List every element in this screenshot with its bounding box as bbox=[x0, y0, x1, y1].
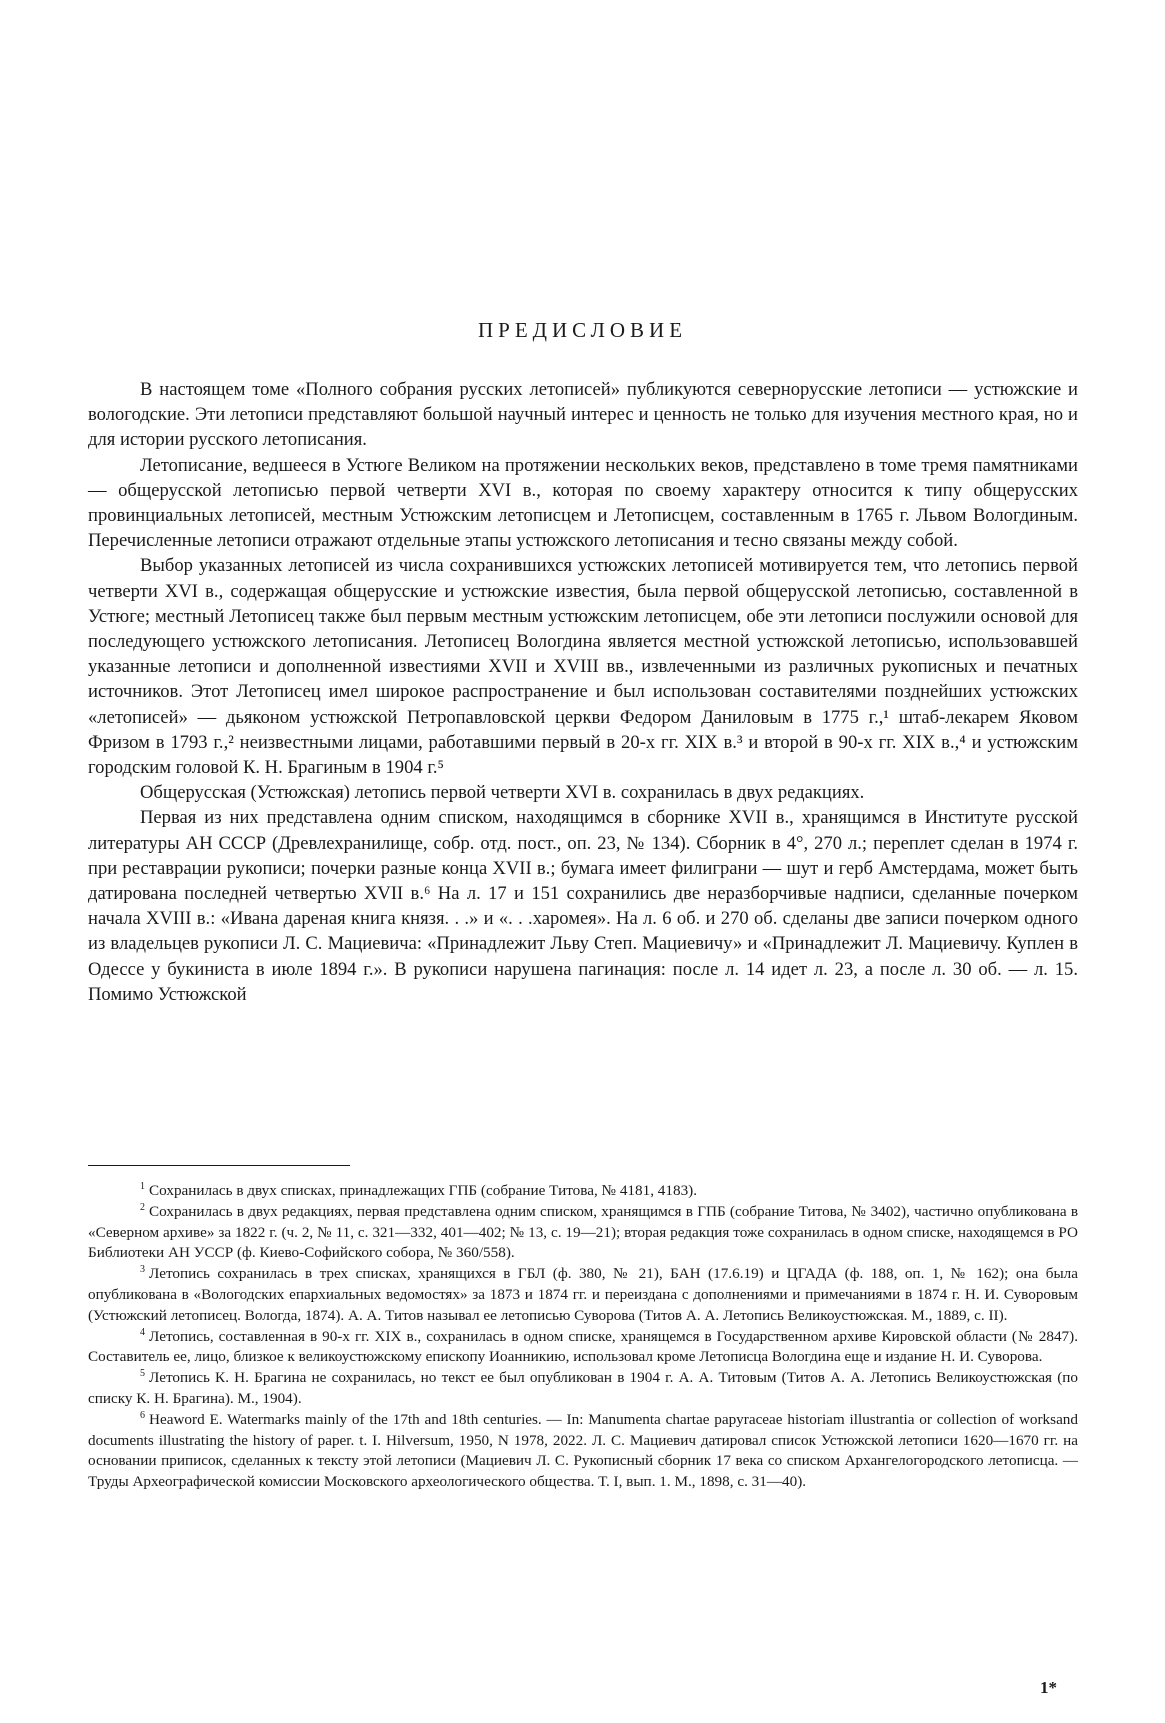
footnote-text: Летопись, составленная в 90-х гг. XIX в., сохранилась в одном списке, хранящемся в Государственном архиве Кировской области (№ 2847). Составитель ее, лицо, близкое к великоустюжскому епископу Иоанникию, использовал кроме Летописца Вологдина еще и издание Н. И. Суворова. bbox=[88, 1327, 1078, 1366]
paragraph: Первая из них представлена одним списком, находящимся в сборнике XVII в., хранящимся в Институте русской литературы АН СССР (Древлехранилище, собр. отд. пост., оп. 23, № 134). Сборник в 4°, 270 л.; переплет сделан в 1974 г. при реставрации рукописи; почерки разные конца XVII в.; бумага имеет филиграни — шут и герб Амстердама, может быть датирована последней четвертью XVII в.⁶ На л. 17 и 151 сохранились две неразборчивые надписи, сделанные почерком начала XVIII в.: «Ивана дареная книга князя. . .» и «. . .харомея». На л. 6 об. и 270 об. сделаны две записи почерком одного из владельцев рукописи Л. С. Мациевича: «Принадлежит Льву Степ. Мациевичу» и «Принадлежит Л. Мациевичу. Куплен в Одессе у букиниста в июле 1894 г.». В рукописи нарушена пагинация: после л. 14 идет л. 23, а после л. 30 об. — л. 15. Помимо Устюжской bbox=[88, 807, 1078, 1005]
footnote-number: 1 bbox=[140, 1180, 145, 1192]
footnote-text: Сохранилась в двух списках, принадлежащих ГПБ (собрание Титова, № 4181, 4183). bbox=[149, 1182, 698, 1199]
page-number: 1* bbox=[1040, 1678, 1057, 1697]
footnote bbox=[88, 1202, 1078, 1264]
paragraph: Летописание, ведшееся в Устюге Великом на протяжении нескольких веков, представлено в томе тремя памятниками — общерусской летописью первой четверти XVI в., которая по своему характеру относится к типу общерусских провинциальных летописей, местным Устюжским летописцем и Летописцем, составленным в 1765 г. Львом Вологдиным. Перечисленные летописи отражают отдельные этапы устюжского летописания и тесно связаны между собой. bbox=[88, 454, 1078, 552]
paragraph: Общерусская (Устюжская) летопись первой четверти XVI в. сохранилась в двух редакциях. bbox=[140, 782, 865, 804]
footnote bbox=[88, 1410, 1078, 1493]
footnote-number: 3 bbox=[140, 1264, 145, 1276]
footnote-number: 2 bbox=[140, 1201, 145, 1213]
paragraph: Выбор указанных летописей из числа сохранившихся устюжских летописей мотивируется тем, что летопись первой четверти XVI в., содержащая общерусские и устюжские известия, была первой общерусской летописью, составленной в Устюге; местный Летописец также был первым местным устюжским летописцем, обе эти летописи послужили основой для последующего устюжского летописания. Летописец Вологдина является местной устюжской летописью, использовавшей указанные летописи и дополненной известиями XVII и XVIII вв., извлеченными из различных рукописных и печатных источников. Этот Летописец имел широкое распространение и был использован составителями позднейших устюжских «летописей» — дьяконом устюжской Петропавловской церкви Федором Даниловым в 1775 г.,¹ штаб-лекарем Яковом Фризом в 1793 г.,² неизвестными лицами, работавшими первый в 20-х гг. XIX в.³ и второй в 90-х гг. XIX в.,⁴ и устюжским городским головой К. Н. Брагиным в 1904 г.⁵ bbox=[88, 555, 1078, 779]
footnote-text: Летопись сохранилась в трех списках, хранящихся в ГБЛ (ф. 380, № 21), БАН (17.6.19) и ЦГАДА (ф. 188, оп. 1, № 162); она была опубликована в «Вологодских епархиальных ведомостях» за 1873 и 1874 гг. и переиздана с дополнениями и примечаниями в 1874 г. Н. И. Суворовым (Устюжский летописец. Вологда, 1874). А. А. Титов называл ее летописью Суворова (Титов А. А. Летопись Великоустюжская. М., 1889, с. II). bbox=[88, 1265, 1078, 1324]
footnote-text: Летопись К. Н. Брагина не сохранилась, но текст ее был опубликован в 1904 г. А. А. Титовым (Титов А. А. Летопись Великоустюжская (по списку К. Н. Брагина). М., 1904). bbox=[88, 1369, 1078, 1407]
footnote-divider bbox=[88, 1165, 350, 1166]
footnote-number: 4 bbox=[140, 1326, 145, 1338]
footnote bbox=[88, 1368, 1078, 1410]
footnotes bbox=[88, 1181, 1078, 1493]
footnote-text: Heaword E. Watermarks mainly of the 17th and 18th centuries. — In: Manumenta chartae papyraceae historiam illustrantia or collection of worksand documents illustrating the history of paper. t. I. Hilversum, 1950, N 1978, 2022. Л. С. Мациевич датировал список Устюжской летописи 1620—1670 гг. на основании приписок, сделанных к тексту этой летописи (Мациевич Л. С. Рукописный сборник 17 века со списком Архангелогородского летописца. — Труды Археографической комиссии Московского археологического общества. Т. I, вып. 1. М., 1898, с. 31—40). bbox=[88, 1410, 1078, 1491]
footnote bbox=[88, 1327, 1078, 1369]
main-text bbox=[88, 377, 1078, 1007]
paragraph: В настоящем томе «Полного собрания русских летописей» публикуются севернорусские летописи — устюжские и вологодские. Эти летописи представляют большой научный интерес и ценность не только для изучения местного края, но и для истории русского летописания. bbox=[88, 379, 1078, 451]
footnote-number: 6 bbox=[140, 1409, 145, 1421]
footnote-text: Сохранилась в двух редакциях, первая представлена одним списком, хранящимся в ГПБ (собрание Титова, № 3402), частично опубликована в «Северном архиве» за 1822 г. (ч. 2, № 11, с. 321—332, 401—402; № 13, с. 19—21); вторая редакция тоже сохранилась в одном списке, находящемся в РО Библиотеки АН УССР (ф. Киево-Софийского собора, № 360/558). bbox=[88, 1202, 1078, 1262]
page-title: ПРЕДИСЛОВИЕ bbox=[477, 318, 688, 342]
footnote bbox=[88, 1181, 1078, 1202]
footnote-number: 5 bbox=[140, 1368, 145, 1380]
footnote bbox=[88, 1264, 1078, 1326]
